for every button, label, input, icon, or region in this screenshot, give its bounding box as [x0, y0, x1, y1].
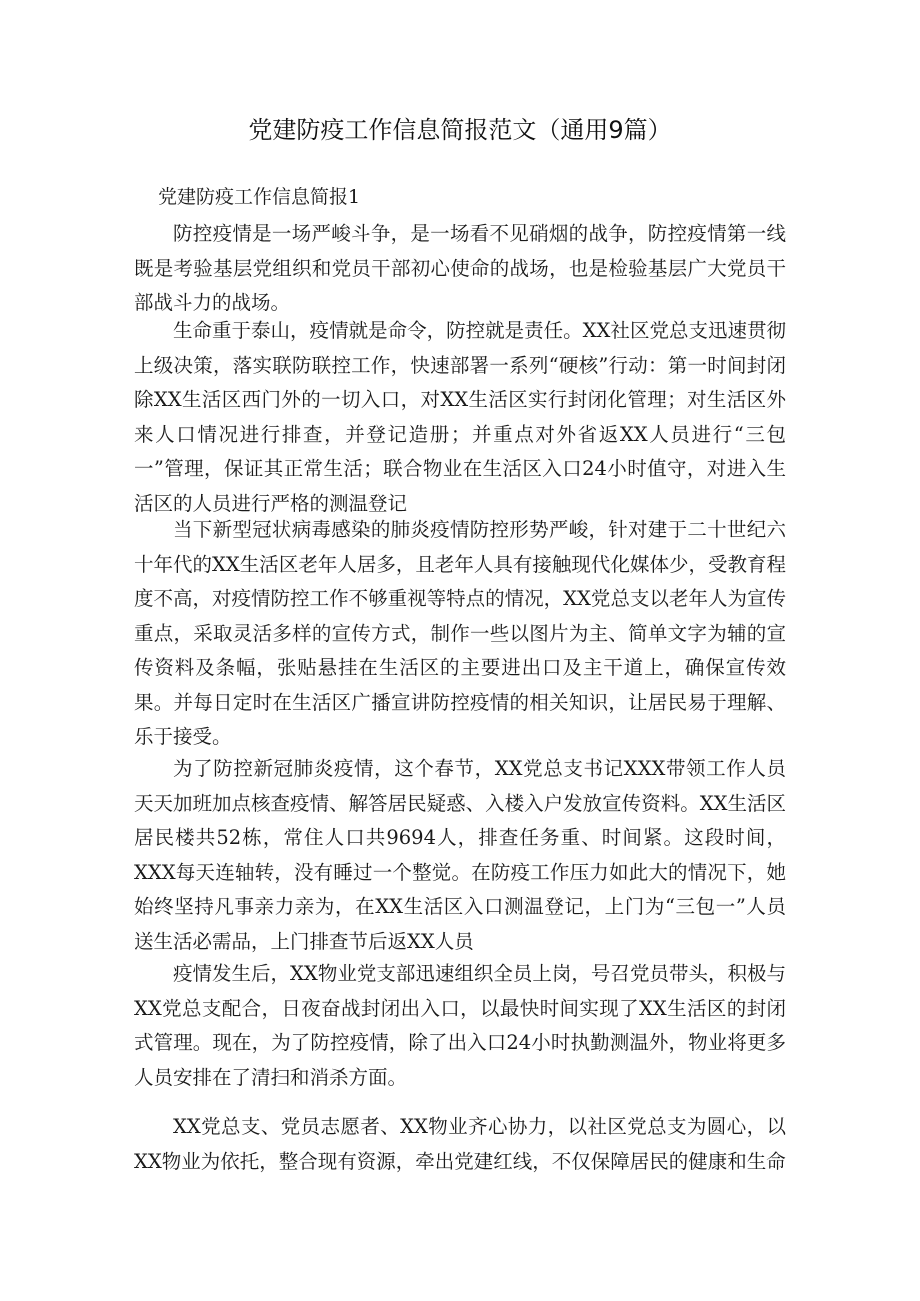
paragraph: 疫情发生后，XX物业党支部迅速组织全员上岗，号召党员带头，积极与XX党总支配合，日夜奋战封闭出入口，以最快时间实现了XX生活区的封闭式管理。现在，为了防控疫情，除了出入口24小时执勤测温外，物业将更多人员安排在了清扫和消杀方面。: [134, 962, 786, 1089]
section-heading: 党建防疫工作信息简报1: [158, 186, 361, 208]
paragraph: 为了防控新冠肺炎疫情，这个春节，XX党总支书记XXX带领工作人员天天加班加点核查疫情、解答居民疑惑、入楼入户发放宣传资料。XX生活区居民楼共52栋，常住人口共9694人，排查任务重、时间紧。这段时间，XXX每天连轴转，没有睡过一个整觉。在防疫工作压力如此大的情况下，她始终坚持凡事亲力亲为，在XX生活区入口测温登记，上门为“三包一”人员送生活必需品，上门排查节后返XX人员: [134, 757, 786, 953]
document-title: 党建防疫工作信息简报范文（通用9篇）: [248, 116, 672, 144]
paragraph: 生命重于泰山，疫情就是命令，防控就是责任。XX社区党总支迅速贯彻上级决策，落实联防联控工作，快速部署一系列“硬核”行动：第一时间封闭除XX生活区西门外的一切入口，对XX生活区实行封闭化管理；对生活区外来人口情况进行排查，并登记造册；并重点对外省返XX人员进行“三包一”管理，保证其正常生活；联合物业在生活区入口24小时值守，对进入生活区的人员进行严格的测温登记: [134, 319, 786, 515]
paragraph: 当下新型冠状病毒感染的肺炎疫情防控形势严峻，针对建于二十世纪六十年代的XX生活区老年人居多，且老年人具有接触现代化媒体少，受教育程度不高，对疫情防控工作不够重视等特点的情况，XX党总支以老年人为宣传重点，采取灵活多样的宣传方式，制作一些以图片为主、简单文字为辅的宣传资料及条幅，张贴悬挂在生活区的主要进出口及主干道上，确保宣传效果。并每日定时在生活区广播宣讲防控疫情的相关知识，让居民易于理解、乐于接受。: [134, 518, 786, 748]
paragraph: 防控疫情是一场严峻斗争，是一场看不见硝烟的战争，防控疫情第一线既是考验基层党组织和党员干部初心使命的战场，也是检验基层广大党员干部战斗力的战场。: [134, 222, 786, 314]
paragraph: XX党总支、党员志愿者、XX物业齐心协力，以社区党总支为圆心，以XX物业为依托，整合现有资源，牵出党建红线，不仅保障居民的健康和生命: [134, 1115, 786, 1173]
